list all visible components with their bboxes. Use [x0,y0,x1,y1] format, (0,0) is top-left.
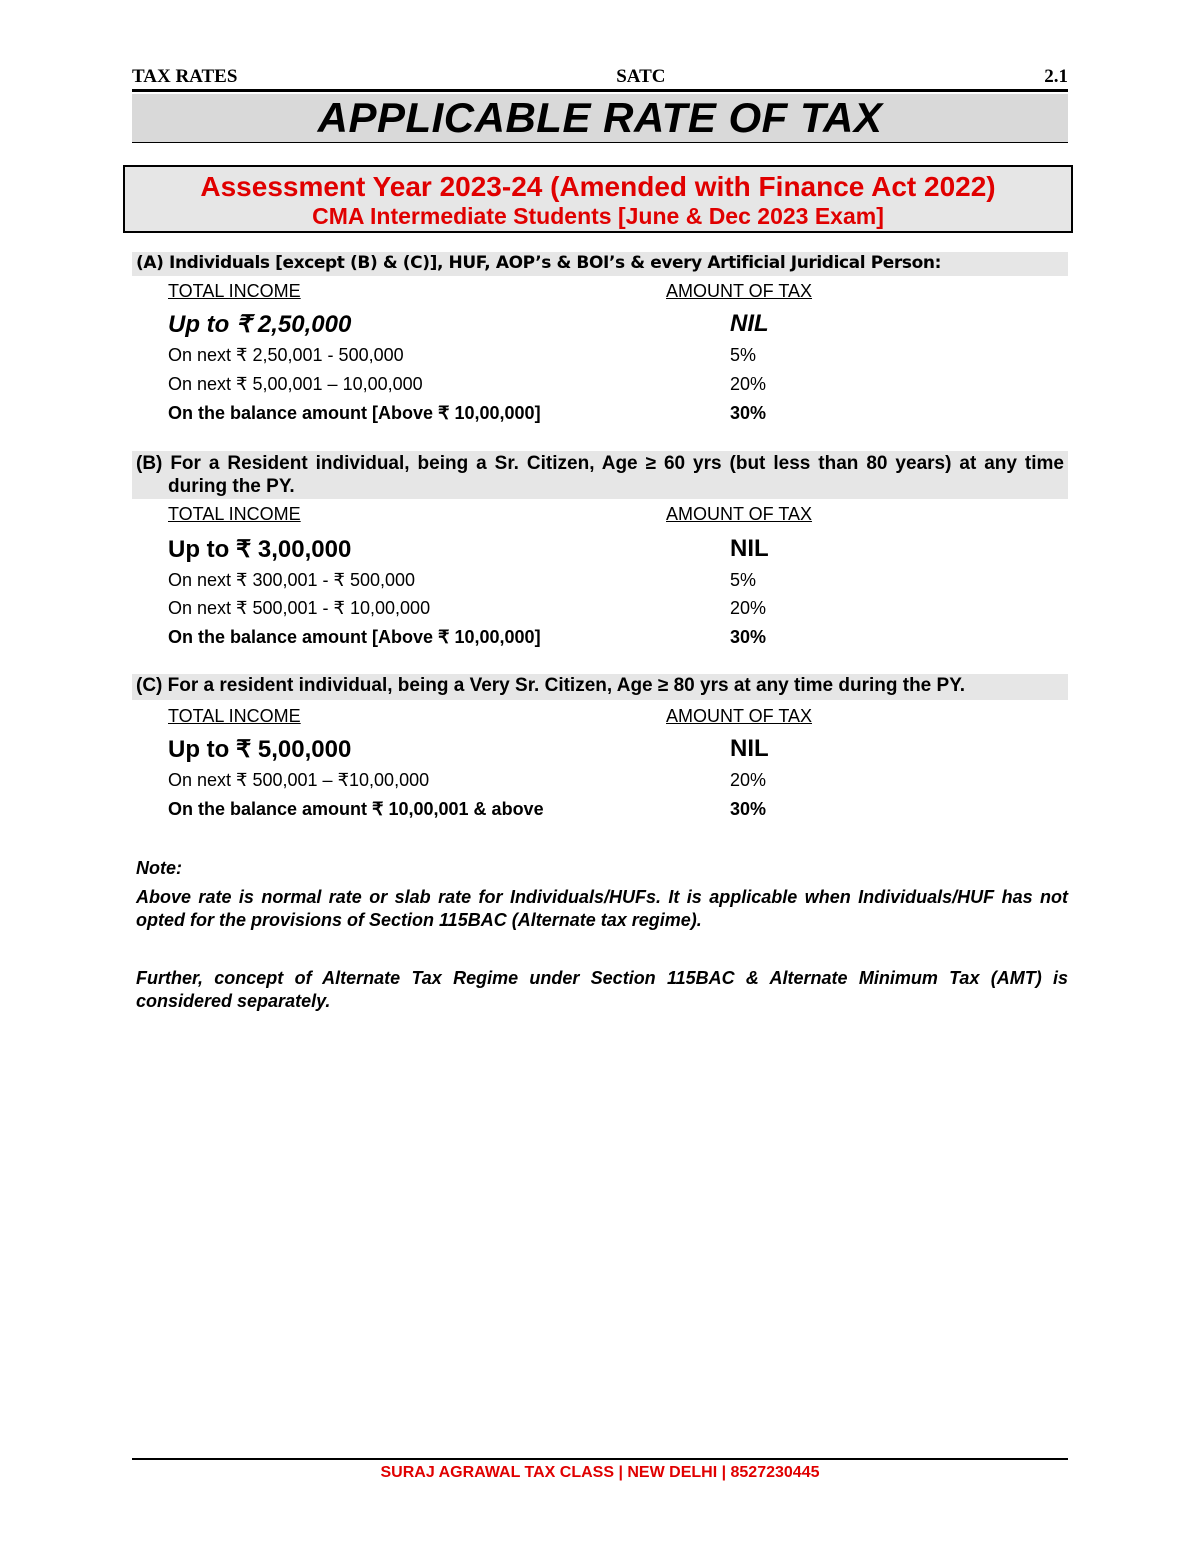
income-cell: Up to ₹ 3,00,000 [168,536,352,563]
header-page-number: 2.1 [1044,66,1068,87]
tax-cell: NIL [730,310,769,337]
header-left: TAX RATES [132,66,238,87]
table-row [168,735,1068,764]
tax-cell: 20% [730,598,767,618]
tax-cell: 30% [730,627,767,647]
income-cell: On next ₹ 500,001 - ₹ 10,00,000 [168,598,431,618]
col-amount-of-tax: AMOUNT OF TAX [666,281,813,301]
income-cell: On the balance amount ₹ 10,00,001 & above [168,799,544,819]
footer-divider [132,1458,1068,1460]
tax-cell: 20% [730,374,767,394]
income-cell: On the balance amount [Above ₹ 10,00,000] [168,627,541,647]
tax-cell: 30% [730,799,767,819]
table-row [168,627,1068,648]
note-paragraph-2: Further, concept of Alternate Tax Regime under Section 115BAC & Alternate Minimum Tax (AMT) is considered separately. [136,968,1068,1011]
tax-cell: 5% [730,570,757,590]
section-c-column-headers [168,706,1068,727]
table-row [168,598,1068,619]
income-cell: Up to ₹ 5,00,000 [168,736,352,763]
note-label: Note: [136,858,182,878]
section-a-heading: (A) Individuals [except (B) & (C)], HUF, AOP’s & BOI’s & every Artificial Juridical Person: [132,252,1068,276]
students-line: CMA Intermediate Students [June & Dec 2023 Exam] [312,203,884,229]
table-row [168,770,1068,791]
col-amount-of-tax: AMOUNT OF TAX [666,706,813,726]
table-row [168,374,1068,395]
income-cell: On the balance amount [Above ₹ 10,00,000] [168,403,541,423]
col-amount-of-tax: AMOUNT OF TAX [666,504,813,524]
header-center: SATC [616,66,666,87]
col-total-income: TOTAL INCOME [168,706,301,726]
income-cell: On next ₹ 2,50,001 - 500,000 [168,345,404,365]
note-paragraph-1: Above rate is normal rate or slab rate for Individuals/HUFs. It is applicable when Individuals/HUF has not opted for the provisions of Section 115BAC (Alternate tax regime). [136,887,1068,930]
table-row [168,535,1068,564]
income-cell: On next ₹ 500,001 – ₹10,00,000 [168,770,430,790]
page-title: APPLICABLE RATE OF TAX [132,94,1068,143]
section-b-heading: (B) For a Resident individual, being a Sr. Citizen, Age ≥ 60 yrs (but less than 80 years) at any time during the PY. [132,451,1068,499]
tax-cell: 5% [730,345,757,365]
income-cell: On next ₹ 5,00,001 – 10,00,000 [168,374,423,394]
tax-cell: NIL [730,535,769,562]
table-row [168,310,1068,339]
col-total-income: TOTAL INCOME [168,504,301,524]
income-cell: Up to ₹ 2,50,000 [168,311,352,338]
col-total-income: TOTAL INCOME [168,281,301,301]
tax-cell: NIL [730,735,769,762]
income-cell: On next ₹ 300,001 - ₹ 500,000 [168,570,416,590]
table-row [168,799,1068,820]
section-b-column-headers [168,504,1068,525]
tax-cell: 20% [730,770,767,790]
assessment-year-box [123,165,1073,233]
section-c-heading: (C) For a resident individual, being a Very Sr. Citizen, Age ≥ 80 yrs at any time during the PY. [132,674,1068,700]
running-header [132,66,1068,92]
table-row [168,345,1068,366]
table-row [168,570,1068,591]
tax-cell: 30% [730,403,767,423]
assessment-year-line: Assessment Year 2023-24 (Amended with Finance Act 2022) [200,171,996,202]
page-footer: SURAJ AGRAWAL TAX CLASS | NEW DELHI | 8527230445 [380,1464,820,1481]
section-a-column-headers [168,281,1068,302]
table-row [168,403,1068,424]
